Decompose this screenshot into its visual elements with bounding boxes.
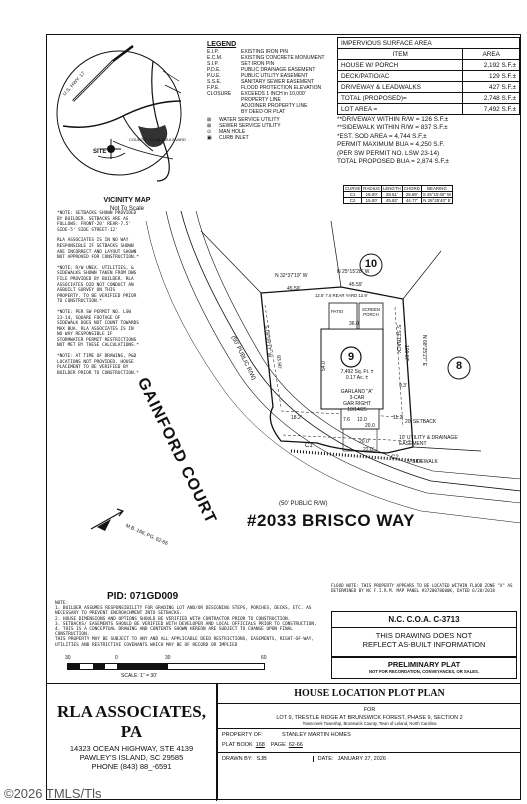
coa-number: N.C. C.O.A. C-3713 (388, 615, 460, 624)
property-of-label: PROPERTY OF: (222, 732, 263, 738)
legend-item (207, 109, 335, 115)
plot-plan-sheet (46, 34, 521, 800)
disclaimer-line2: REFLECT AS-BUILT INFORMATION (362, 640, 486, 649)
scale-bar-left (67, 663, 119, 670)
legend-symbols (207, 117, 335, 141)
coverage-area: 7,492 S.F.± (463, 104, 520, 115)
porch-label: SCREEN PORCH (362, 307, 380, 317)
curve-table (343, 185, 453, 204)
coverage-note: (PER SW PERMIT NO. LSW 23-14) (337, 149, 440, 157)
dim-11-2: 11.2' (393, 415, 404, 421)
legend-item-desc: EXISTING CONCRETE MONUMENT (241, 55, 325, 61)
legend-item-code: S.S.E. (207, 79, 222, 85)
legend-item-desc: EXISTING IRON PIN (241, 49, 288, 55)
legend-item-code: P.U.E. (207, 73, 221, 79)
legend-title: LEGEND (207, 41, 237, 48)
house-model-elev: 3-CAR (349, 395, 365, 401)
curve-cell: 25.69' (402, 192, 421, 198)
title-block (217, 683, 521, 800)
coverage-row (338, 71, 520, 82)
dim-house-depth: 54.0 (321, 361, 327, 371)
property-of-value: STANLEY MARTIN HOMES (282, 732, 351, 738)
drawn-by-label: DRAWN BY: (222, 756, 253, 762)
curve-cell: 28.61' (381, 192, 402, 198)
curve-c2-label: C2 (391, 455, 399, 461)
vicinity-map-subtitle: Not To Scale (110, 206, 144, 212)
coverage-note: *EST. SOD AREA = 4,744 S.F.± (337, 132, 427, 140)
prelim-sub: NOT FOR RECORDATION, CONVEYANCES, OR SALES. (368, 669, 480, 674)
legend-symbol-icon: ⊠ (207, 123, 212, 129)
bearing-north: N 32°37'19" W (275, 273, 308, 279)
legend-item-desc: PUBLIC DRAINAGE EASEMENT (241, 67, 316, 73)
rear-yard: 12.5' 7.6 REAR YARD 12.9' (315, 293, 368, 298)
legend-symbol-icon: ⊠ (207, 117, 212, 123)
legend-symbol-desc: MAN HOLE (219, 129, 246, 135)
pid: PID: 071GD009 (107, 591, 179, 602)
legend-symbol-desc: SEWER SERVICE UTILITY (219, 123, 281, 129)
curve-header: BEARING (421, 186, 452, 192)
house-model-date: 10/14/25 (347, 407, 367, 413)
setback-side: 5' SETBACK (395, 325, 401, 354)
patio-label: PATIO (331, 309, 344, 314)
coverage-item: HOUSE W/ PORCH (338, 60, 463, 71)
scale-tick-30b: 30 (165, 655, 171, 661)
flood-note: FLOOD NOTE: THIS PROPERTY APPEARS TO BE LOCATED WITHIN FLOOD ZONE "X" AS DETERMINED BY NC F.I.R.M. MAP PANEL #3720078600K, DATED 6/28/2018 (331, 583, 513, 593)
general-note: 3. SETBACKS/ EASEMENTS SHOULD BE VERIFIED WITH DEVELOPER AND LOCAL OFFICIALS PRIOR TO CONSTRUCTION. (55, 621, 317, 627)
coverage-col-area: AREA (463, 49, 520, 60)
dim-east: 100.07' (403, 345, 409, 362)
curve-cell: S 25°15'40" W (422, 192, 452, 197)
legend-symbol-icon: ▣ (207, 135, 212, 141)
bottom-rw: (50' PUBLIC R/W) (279, 501, 328, 507)
vicinity-map-drawing (53, 41, 201, 191)
bearing-east: N 68°25'27" E (421, 335, 427, 367)
coverage-row (338, 104, 520, 115)
sidewalk-label: 5' SIDEWALK (407, 459, 438, 465)
page-value: 62-66 (288, 742, 303, 748)
adj-lot-north-number: 10 (364, 258, 378, 270)
coverage-row (338, 60, 520, 71)
company-name: RLA ASSOCIATES, PA (57, 702, 206, 741)
plan-title: HOUSE LOCATION PLOT PLAN (294, 688, 445, 699)
legend-item-desc: PUBLIC UTILITY EASEMENT (241, 73, 308, 79)
legend-item-code: CLOSURE (207, 91, 232, 97)
lot-area-label: 7,492 Sq. Ft. ± (340, 369, 374, 375)
street-name: GAINFORD COURT (133, 375, 220, 527)
legend-symbol-icon: ⊙ (207, 129, 212, 135)
curve-header: RADIUS (363, 186, 380, 191)
scale-label: SCALE: 1" = 30' (121, 673, 157, 679)
adj-lot-east-number: 8 (455, 360, 463, 372)
curve-header: LENGTH (382, 186, 401, 191)
vicinity-site-label: SITE (93, 149, 107, 155)
left-note: *NOTE: SETBACKS SHOWN PROVIDED BY BUILDER. SETBACKS ARE AS FOLLOWS: FRONT-20' REAR-7.5' SIDE-5' SIDE STREET-12' (57, 211, 137, 233)
company-block (47, 683, 217, 801)
coverage-item: TOTAL (PROPOSED)= (338, 93, 463, 104)
coverage-area: 129 S.F.± (463, 71, 520, 82)
dim-garage: 20.0 (365, 423, 375, 429)
curve-cell: C2 (344, 198, 362, 204)
general-note: 1. BUILDER ASSUMES RESPONSIBILITY FOR GRADING LOT AND/OR DESIGNING STEPS, PORCHES, DECKS, ETC. AS NECESSARY TO PREVENT ENCROACHMENT INTO SETBACKS. (55, 606, 312, 617)
legend-symbol-desc: WATER SERVICE UTILITY (219, 117, 280, 123)
curve-cell: 45.82' (381, 198, 402, 204)
legend-item-code: P.D.E. (207, 67, 221, 73)
coverage-item: LOT AREA = (338, 104, 463, 115)
left-note: *NOTE: R/W UNEX. UTILITIES, & SIDEWALKS SHOWN TAKEN FROM DWG FILE PROVIDED BY BUILDER. RLA ASSOCIATES DID NOT CONDUCT AN ASBUILT SURVEY ON THIS PROPERTY. TO BE VERIFIED PRIOR TO CONSTRUCTION.* (57, 265, 137, 305)
curve-row (344, 198, 453, 204)
plat-book-value: 168 (255, 742, 265, 748)
disclaimer-line1: THIS DRAWING DOES NOT (375, 631, 473, 640)
coa-box (331, 611, 517, 657)
legend-symbol-desc: CURB INLET (219, 135, 249, 141)
dim-west: 83.90' (275, 355, 283, 370)
scale-tick-60: 60 (261, 655, 267, 661)
scale-bar (55, 655, 275, 685)
dim-12-0: 12.0 (357, 417, 367, 423)
dim-house-width: 36.0 (349, 321, 359, 327)
curve-cell: 15.00' (362, 198, 382, 204)
legend-item-code: F.P.E. (207, 85, 220, 91)
general-note: NOTE: (55, 601, 69, 606)
coverage-item: DECK/PATIO/AC (338, 71, 463, 82)
dim-north-left: 45.59' (287, 286, 301, 292)
legend-item-desc: BY DEED OR PLAT (241, 109, 286, 115)
vicinity-road-country-club: COUNTRY CLUB BOULEVARD (129, 137, 186, 142)
lot-number: 9 (347, 351, 355, 363)
legend-item-code: S.I.P. (207, 61, 219, 67)
legend-item-code (207, 109, 241, 115)
coverage-row (338, 93, 520, 104)
prelim-box (331, 657, 517, 679)
drawn-by-value: SJB (256, 756, 267, 762)
dim-house-front: 22.0' (363, 447, 374, 453)
coverage-table (337, 37, 520, 166)
legend (207, 41, 335, 141)
left-note: RLA ASSOCIATES IS IN NO WAY RESPONSIBLE IF SETBACKS SHOWN ARE INCORRECT AND LAYOUT SHOWN NOT APPROVED FOR CONSTRUCTION.* (57, 238, 139, 261)
coverage-note: TOTAL PROPOSED BUA = 2,874 S.F.± (337, 158, 449, 166)
for-label: FOR (363, 707, 376, 713)
coverage-note: **SIDEWALK WITHIN R/W = 837 S.F.± (337, 124, 448, 132)
dim-18-2: 18.2' (291, 415, 302, 421)
company-addr1: 14323 OCEAN HIGHWAY, STE 4139 (69, 744, 194, 753)
left-note: *NOTE: PER SW PERMIT NO. LSW 23-14, SQUARE FOOTAGE OF SIDEWALK DOES NOT COUNT TOWARDS MAX BUA. RLA ASSOCIATES IS IN NO WAY RESPONSIBLE IF STORMWATER PERMIT RESTRICTIONS NOT MET BY THESE CALCULATIONS.* (57, 309, 139, 349)
address: #2033 BRISCO WAY (247, 511, 415, 530)
coverage-area: 427 S.F.± (463, 82, 520, 93)
coverage-area: 2,192 S.F.± (463, 60, 520, 71)
utility-easement: 10' UTILITY & DRAINAGE EASEMENT (399, 435, 458, 447)
coverage-note: **DRIVEWAY WITHIN R/W = 126 S.F.± (337, 116, 449, 123)
watermark: ©2026 TMLS/Tls (4, 786, 102, 801)
scale-tick-30a: 30 (65, 655, 71, 661)
north-arrow-icon (87, 505, 127, 535)
scale-bar-mid (117, 663, 169, 670)
plat-book-label: PLAT BOOK (222, 742, 253, 748)
coverage-note: PERMIT MAXIMUM BUA = 4,250 S.F. (337, 141, 445, 149)
vicinity-map-title: VICINITY MAP (103, 197, 151, 204)
dim-20-0: 20.0' (359, 439, 370, 445)
left-note: *NOTE: AT TIME OF DRAWING, P&D LOCATIONS NOT PROVIDED. HOUSE PLACEMENT TO BE VERIFIED BY BUILDER PRIOR TO CONSTRUCTION.* (57, 354, 139, 376)
curve-cell: 18.00' (362, 192, 382, 198)
legend-item-desc: PROPERTY LINE (241, 97, 281, 103)
coverage-row (338, 82, 520, 93)
legend-item-desc: FLOOD PROTECTION ELEVATION (241, 85, 322, 91)
street-rw: (50' PUBLIC R/W) (229, 335, 257, 382)
scale-bar-right (167, 663, 265, 670)
legend-item-code: E.I.P. (207, 49, 219, 55)
legend-list (207, 49, 335, 115)
coverage-notes (337, 116, 520, 166)
dim-7-6: 7.6 (343, 417, 350, 423)
curve-cell: N 28°25'40" E (423, 198, 451, 203)
company-addr2: PAWLEY'S ISLAND, SC 29585 (79, 753, 184, 762)
legend-item-desc: EXCEEDS 1 INCH in 10,000' (241, 91, 306, 97)
date-value: JANUARY 27, 2026 (337, 756, 386, 762)
scale-tick-0: 0 (115, 655, 118, 661)
company-phone: PHONE (843) 88_-6591 (91, 762, 172, 771)
curve-c1-label: C1 (305, 443, 313, 449)
curve-cell: C1 (344, 192, 362, 198)
date-label: DATE: (313, 756, 334, 762)
bearing-west: S 09°09'17" W (263, 325, 273, 358)
coverage-area: 2,748 S.F.± (463, 93, 520, 104)
coverage-item: DRIVEWAY & LEADWALKS (338, 82, 463, 93)
curve-header: CHORD (403, 186, 420, 191)
lot-acres: 0.17 Ac. ± (345, 375, 369, 381)
general-notes (55, 601, 329, 648)
curve-cell: 44.77' (402, 198, 421, 204)
vicinity-map (53, 41, 201, 191)
left-notes (57, 211, 141, 381)
house-model-dir: GAR RIGHT (343, 401, 371, 407)
coverage-header: IMPERVIOUS SURFACE AREA (338, 38, 520, 49)
general-note: 2. HOUSE DIMENSIONS AND OPTIONS SHOULD BE VERIFIED WITH CONTRACTOR PRIOR TO CONSTRUCTION. (55, 616, 291, 622)
mb-reference: M.B. 168, PG. 62-66 (124, 523, 169, 548)
dim-north-right: 45.59' (349, 282, 363, 288)
township: Towncreek Township, Brunswick County, Town of Leland, North Carolina (302, 721, 437, 726)
house-model-name: GARLAND "A" (340, 389, 374, 395)
general-note: THIS PROPERTY MAY BE SUBJECT TO ANY AND ALL APPLICABLE DEED RESTRICTIONS, EASEMENTS, RIGHT-OF-WAY, UTILITIES AND RESTRICTIVE COVENANTS WHICH MAY BE OF RECORD OR IMPLIED (55, 637, 315, 648)
dim-9-3: 9.3' (399, 383, 407, 389)
page-label: PAGE (270, 742, 286, 748)
legend-item-desc: SANITARY SEWER EASEMENT (241, 79, 315, 85)
legend-item-desc: ADJOINER PROPERTY LINE (241, 103, 308, 109)
legend-item-desc: SET IRON PIN (241, 61, 275, 67)
coverage-col-item: ITEM (338, 49, 463, 60)
curve-header: CURVE (345, 186, 361, 191)
general-note: 4. THIS IS A CONCEPTUAL DRAWING AND CONTENTS SHOWN HEREON ARE SUBJECT TO CHANGE UPON FINAL CONSTRUCTION. (55, 627, 293, 638)
bearing-north-east: N 25°15'28" W (337, 269, 370, 275)
vicinity-road-hwy17: U.S. HWY. 17 (61, 70, 87, 98)
setback-front: 20' SETBACK (405, 419, 437, 425)
lot-description: LOT 9, TRESTLE RIDGE AT BRUNSWICK FOREST, PHASE 9, SECTION 2 (276, 715, 463, 721)
legend-item-code: E.C.M. (207, 55, 223, 61)
legend-symbol-row (207, 135, 335, 141)
prelim-title: PRELIMINARY PLAT (387, 660, 461, 669)
